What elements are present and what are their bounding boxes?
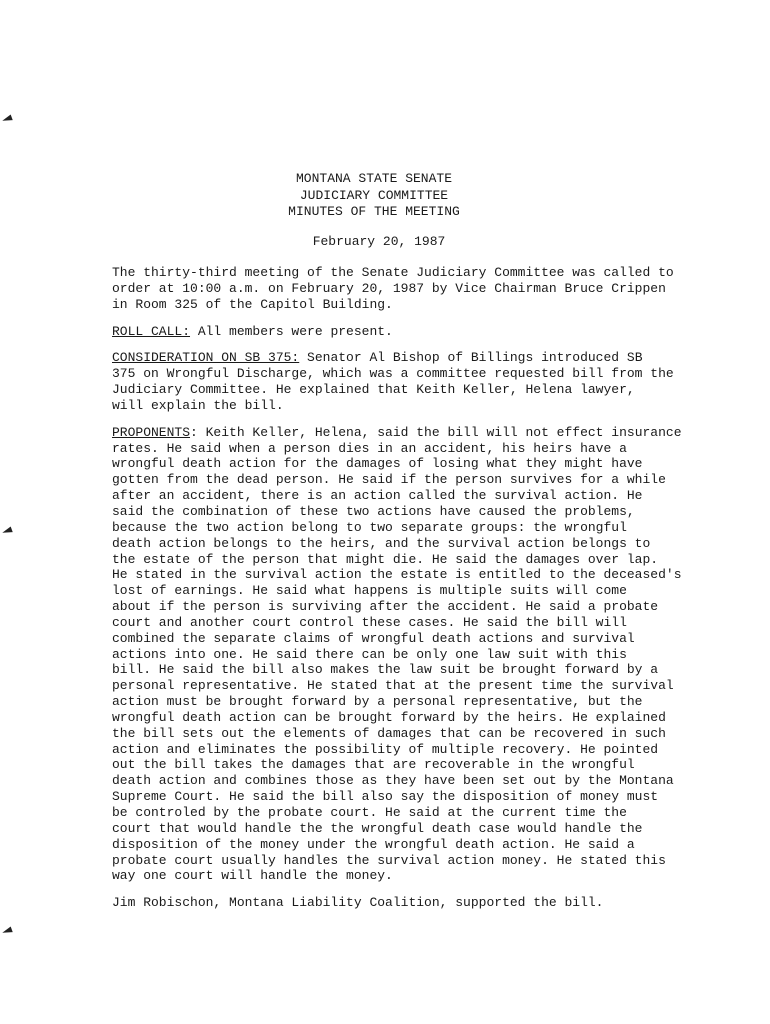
consideration-label: CONSIDERATION ON SB 375: [112,350,300,366]
proponents-label: PROPONENTS [112,424,191,440]
document-body [112,265,762,922]
proponents-text: : Keith Keller, Helena, said the bill will not effect insurance rates. He said when a person dies in an accident, his heirs have a wrongful death action for the damages of losing what they might have gotten from the dead person. He said if the person survives for a while after an accident, there is an action called the survival action. He said the combination of these two actions have caused the problems, because the two action belong to two separate groups: the wrongful death action belongs to the heirs, and the survival action belongs to the estate of the person that might die. He said the damages over lap. He stated in the survival action the estate is entitled to the deceased's lost of earnings. He said what happens is multiple suits will come about if the person is surviving after the accident. He said a probate court and another court control these cases. He said the bill will combined the separate claims of wrongful death actions and survival actions into one. He said there can be only one law suit with this bill. He said the bill also makes the law suit be brought forward by a personal representative. He stated that at the present time the survival action must be brought forward by a personal representative, but the wrongful death action can be brought forward by the heirs. He explained the bill sets out the elements of damages that can be recovered in such action and eliminates the possibility of multiple recovery. He pointed out the bill takes the damages that are recoverable in the wrongful death action and combines those as they have been set out by the Montana Supreme Court. He said the bill also say the disposition of money must be controled by the probate court. He said at the current time the court that would handle the the wrongful death case would handle the disposition of the money under the wrongful death action. He said a probate court usually handles the survival action money. He stated this way one court will handle the money. [112,424,682,884]
document-header [250,171,498,221]
closing-paragraph: Jim Robischon, Montana Liability Coalition, supported the bill. [112,895,604,911]
roll-call-paragraph [112,324,762,340]
meeting-date: February 20, 1987 [312,234,446,249]
roll-call-text: All members were present. [190,323,393,339]
margin-mark-bottom [1,926,12,935]
consideration-text: Senator Al Bishop of Billings introduced SB 375 on Wrongful Discharge, which was a committee requested bill from the Judiciary Committee. He explained that Keith Keller, Helena lawyer, will explain the bill. [112,350,674,413]
header-line-senate: MONTANA STATE SENATE [295,171,453,186]
roll-call-label: ROLL CALL: [112,323,191,339]
header-line-minutes: MINUTES OF THE MEETING [288,204,460,219]
margin-mark-middle [1,526,12,535]
margin-mark-top [1,114,12,123]
header-line-committee: JUDICIARY COMMITTEE [299,187,449,203]
proponents-paragraph [112,425,762,884]
intro-paragraph: The thirty-third meeting of the Senate Judiciary Committee was called to order at 10:00 a.m. on February 20, 1987 by Vice Chairman Bruce Crippen in Room 325 of the Capitol Building. [112,265,674,312]
consideration-paragraph [112,350,762,413]
